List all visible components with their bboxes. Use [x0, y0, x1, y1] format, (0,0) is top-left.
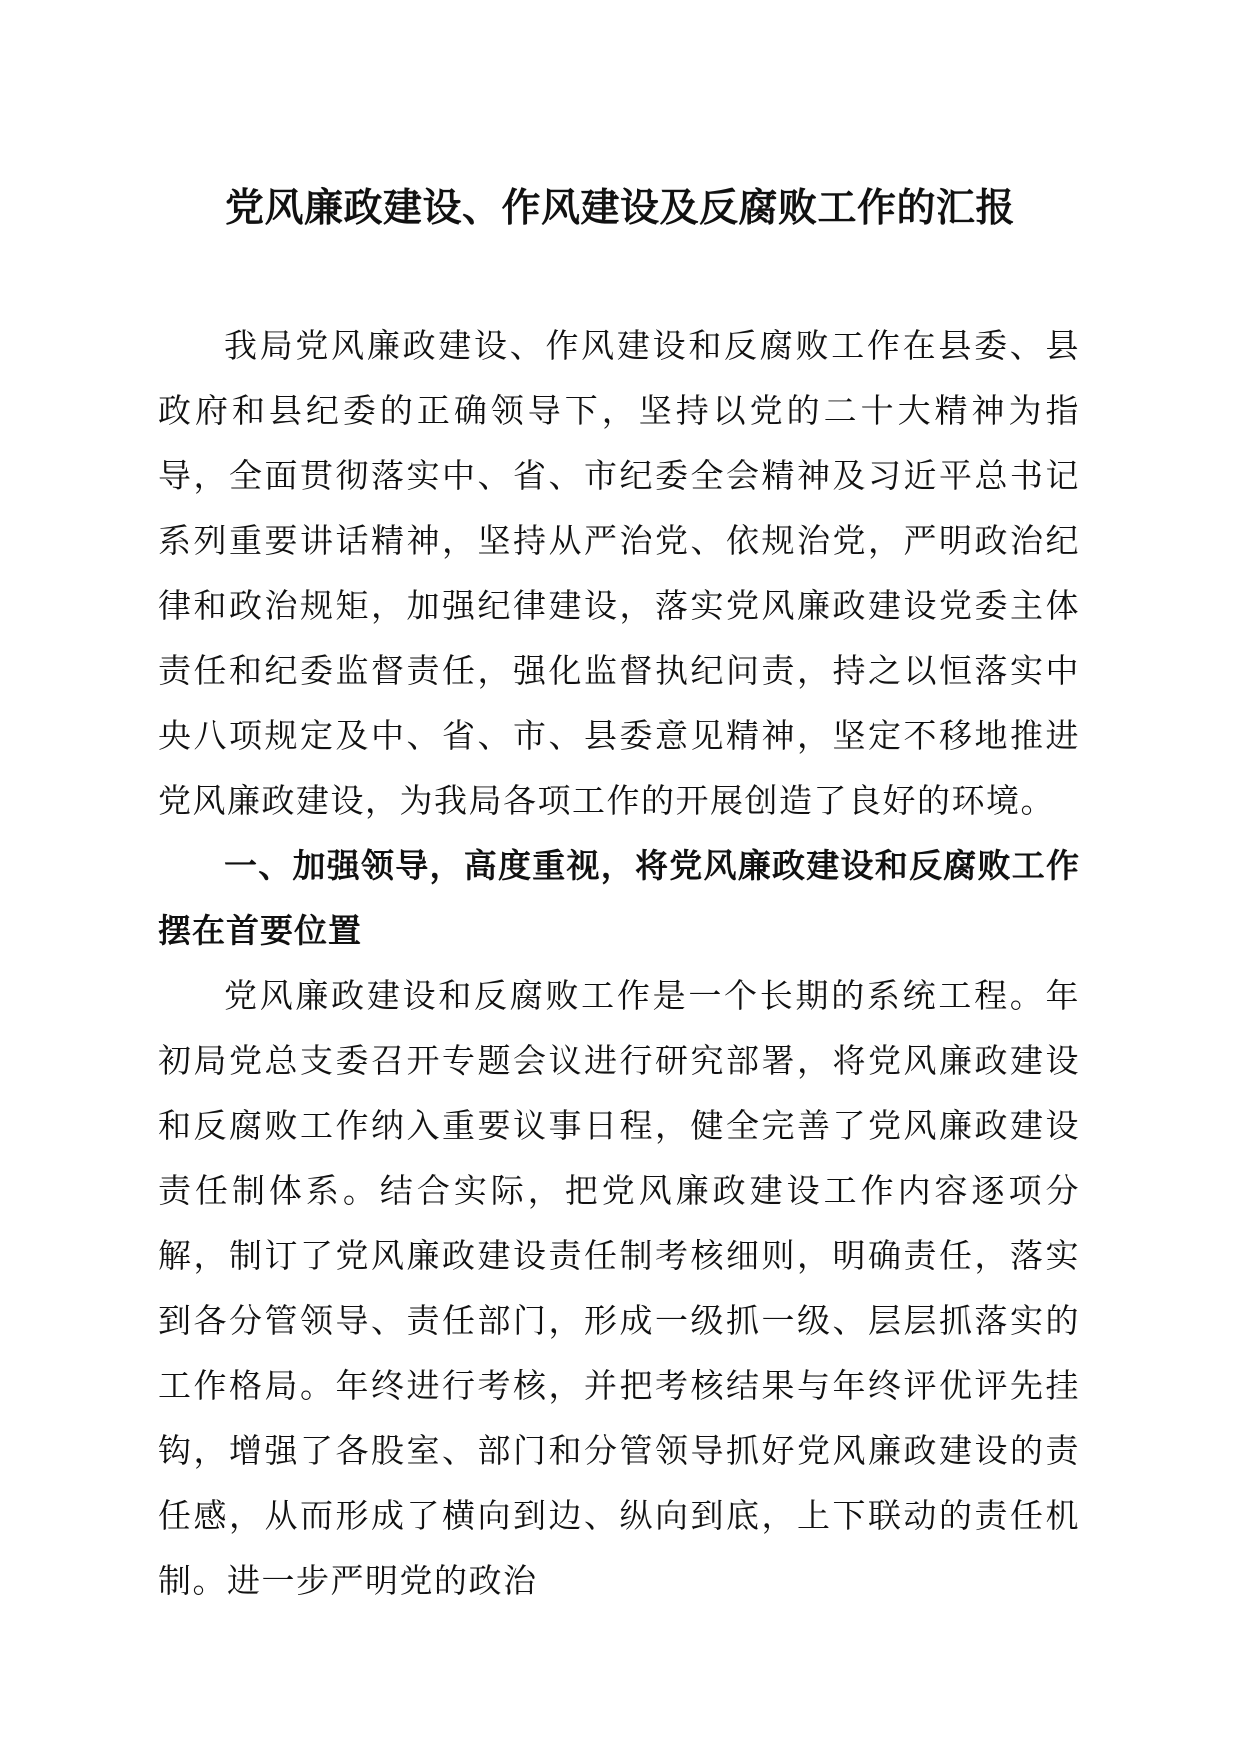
section-heading-1: 一、加强领导，高度重视，将党风廉政建设和反腐败工作摆在首要位置 [158, 846, 1080, 950]
section-paragraph-1: 党风廉政建设和反腐败工作是一个长期的系统工程。年初局党总支委召开专题会议进行研究部署，将党风廉政建设和反腐败工作纳入重要议事日程，健全完善了党风廉政建设责任制体系。结合实际，把党风廉政建设工作内容逐项分解，制订了党风廉政建设责任制考核细则，明确责任，落实到各分管领导、责任部门，形成一级抓一级、层层抓落实的工作格局。年终进行考核，并把考核结果与年终评优评先挂钩，增强了各股室、部门和分管领导抓好党风廉政建设的责任感，从而形成了横向到边、纵向到底，上下联动的责任机制。进一步严明党的政治 [158, 976, 1080, 1600]
document-title: 党风廉政建设、作风建设及反腐败工作的汇报 [224, 185, 1015, 231]
document-body [158, 313, 1080, 1613]
intro-paragraph: 我局党风廉政建设、作风建设和反腐败工作在县委、县政府和县纪委的正确领导下，坚持以党的二十大精神为指导，全面贯彻落实中、省、市纪委全会精神及习近平总书记系列重要讲话精神，坚持从严治党、依规治党，严明政治纪律和政治规矩，加强纪律建设，落实党风廉政建设党委主体责任和纪委监督责任，强化监督执纪问责，持之以恒落实中央八项规定及中、省、市、县委意见精神，坚定不移地推进党风廉政建设，为我局各项工作的开展创造了良好的环境。 [158, 326, 1080, 820]
